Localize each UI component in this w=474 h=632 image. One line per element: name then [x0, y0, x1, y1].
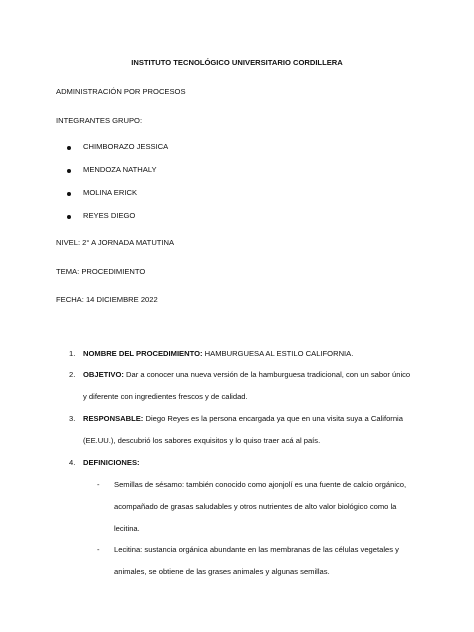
definition-text: animales, se obtiene de las grases animales y algunas semillas.	[114, 567, 330, 576]
definition-text: Semillas de sésamo: también conocido como ajonjolí es una fuente de calcio orgánico,	[114, 480, 407, 489]
career-line: ADMINISTRACIÓN POR PROCESOS	[56, 87, 186, 96]
section-number: 3.	[69, 414, 76, 423]
level-line: NIVEL: 2° A JORNADA MATUTINA	[56, 238, 175, 247]
bullet-icon	[67, 215, 71, 219]
member-item: CHIMBORAZO JESSICA	[83, 142, 169, 151]
date-line: FECHA: 14 DICIEMBRE 2022	[56, 295, 158, 304]
section-number: 1.	[69, 349, 76, 358]
dash-marker: -	[97, 480, 100, 489]
section-text: Diego Reyes es la persona encargada ya que en una visita suya a California	[143, 414, 403, 423]
section-label: DEFINICIONES:	[83, 458, 140, 467]
member-item: MOLINA ERICK	[83, 188, 138, 197]
group-label: INTEGRANTES GRUPO:	[56, 116, 143, 125]
definition-text: acompañado de grasas saludables y otros nutrientes de alto valor biológico como la	[114, 502, 397, 511]
section-text: y diferente con ingredientes frescos y de calidad.	[83, 392, 248, 401]
section-text: HAMBURGUESA AL ESTILO CALIFORNIA.	[202, 349, 354, 358]
bullet-icon	[67, 192, 71, 196]
institute-title: INSTITUTO TECNOLÓGICO UNIVERSITARIO CORDILLERA	[131, 58, 343, 67]
section-number: 2.	[69, 370, 76, 379]
definition-text: Lecitina: sustancia orgánica abundante en las membranas de las células vegetales y	[114, 545, 399, 554]
definition-text: lecitina.	[114, 524, 140, 533]
bullet-icon	[67, 169, 71, 173]
bullet-icon	[67, 146, 71, 150]
section-text: Dar a conocer una nueva versión de la hamburguesa tradicional, con un sabor único	[123, 370, 411, 379]
dash-marker: -	[97, 545, 100, 554]
section-number: 4.	[69, 458, 76, 467]
topic-line: TEMA: PROCEDIMIENTO	[56, 267, 146, 276]
member-item: MENDOZA NATHALY	[83, 165, 157, 174]
section-text: (EE.UU.), descubrió los sabores exquisitos y lo quiso traer acá al país.	[83, 436, 321, 445]
section-label: NOMBRE DEL PROCEDIMIENTO:	[83, 349, 203, 358]
section-label: RESPONSABLE:	[83, 414, 144, 423]
section-label: OBJETIVO:	[83, 370, 124, 379]
member-item: REYES DIEGO	[83, 211, 136, 220]
